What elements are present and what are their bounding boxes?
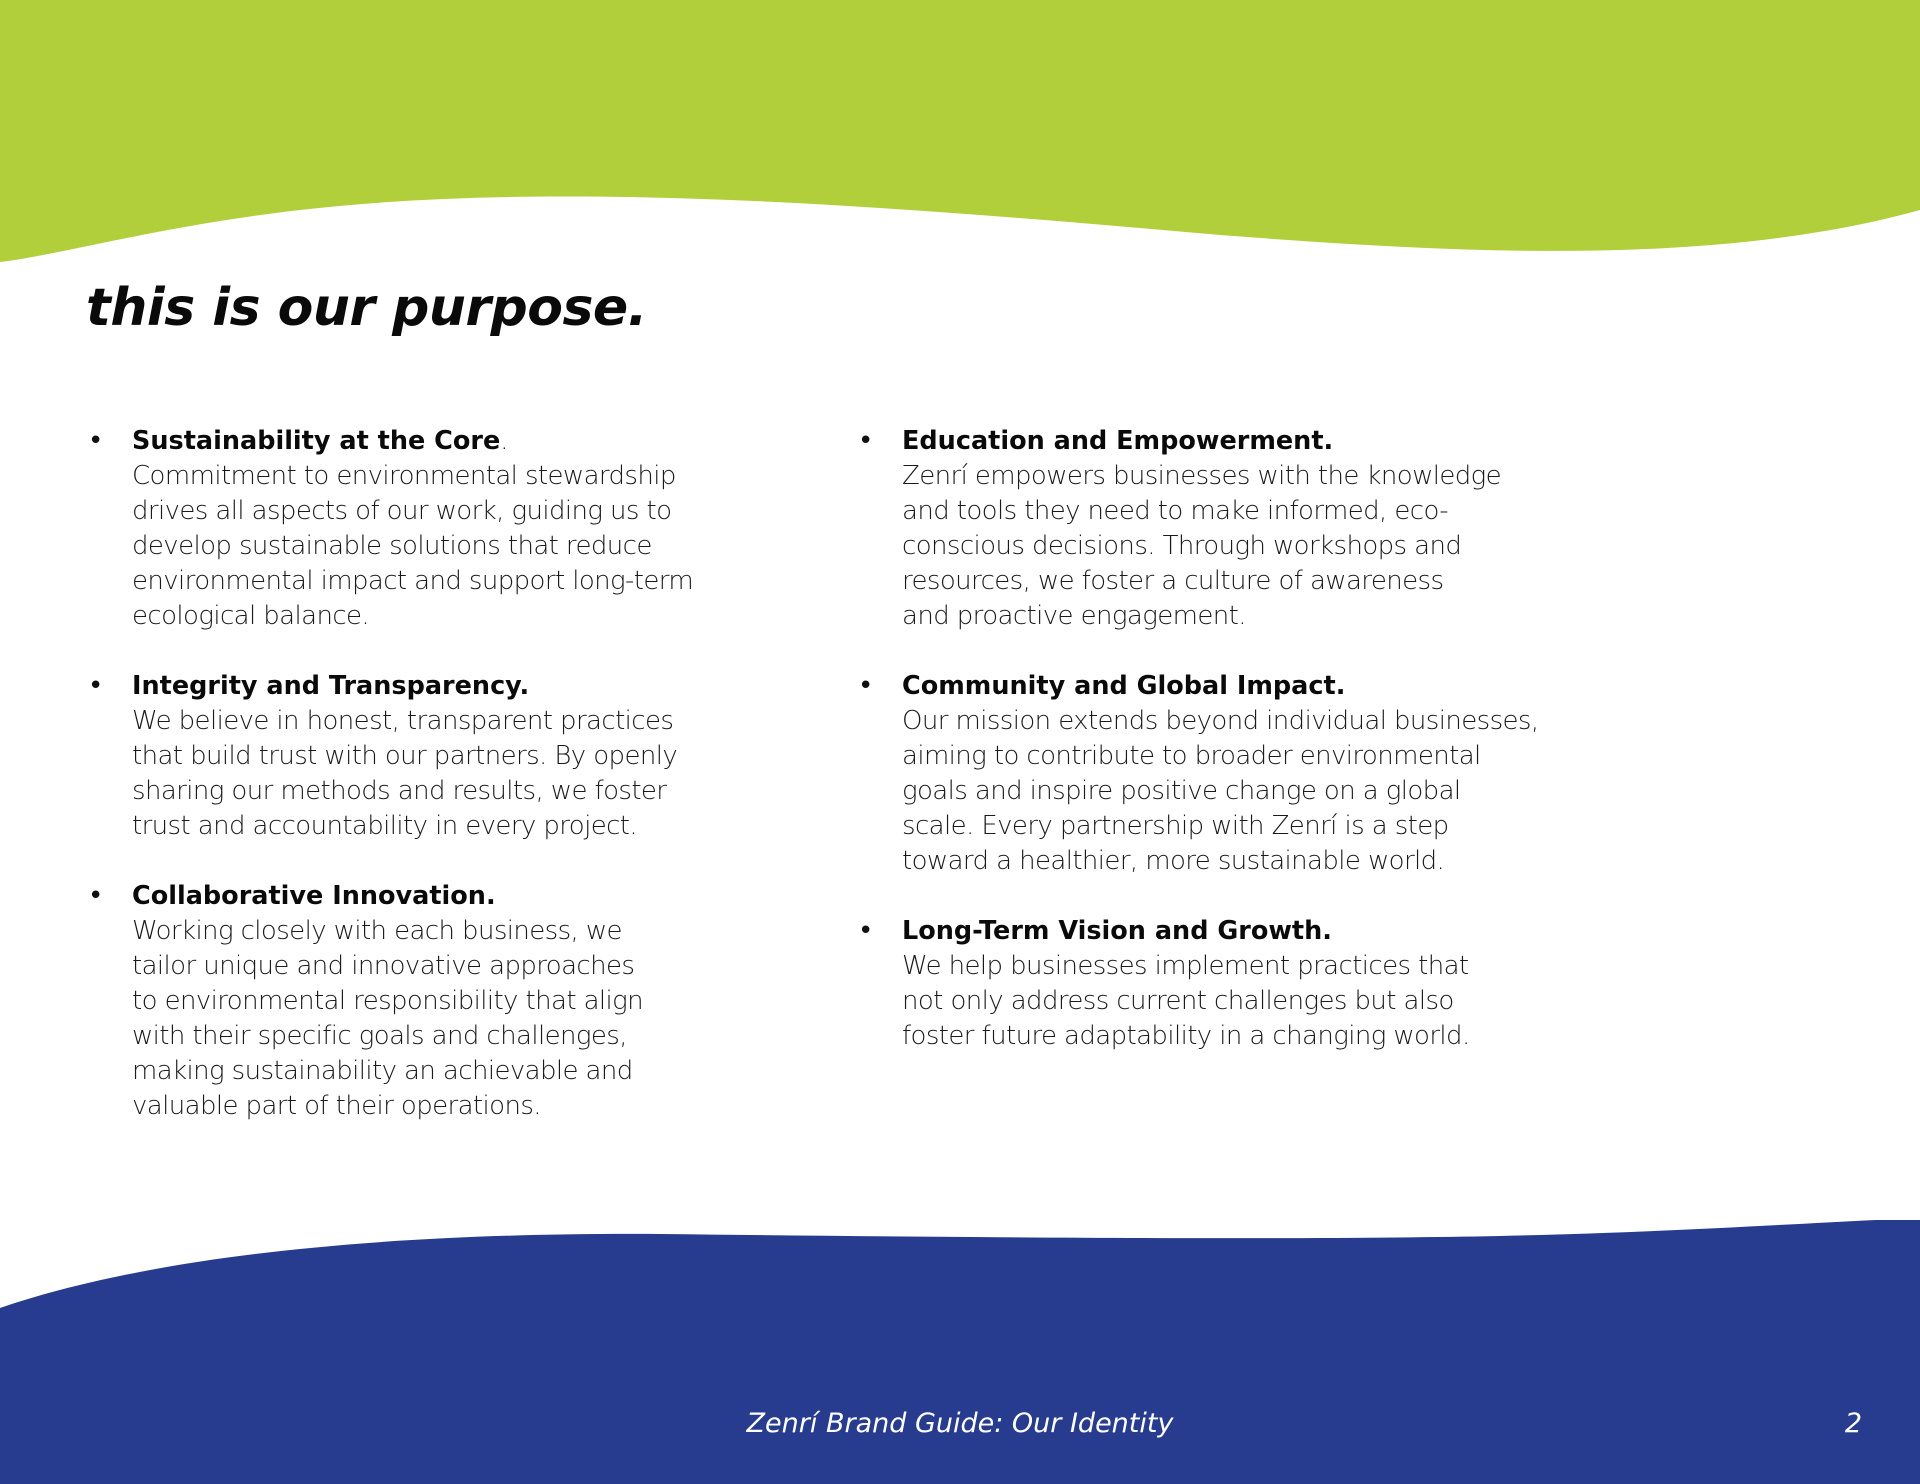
description-line: not only address current challenges but also — [902, 986, 1454, 1016]
footer-title: Zenrí Brand Guide: Our Identity — [746, 1408, 1174, 1439]
purpose-heading — [132, 879, 788, 914]
purpose-heading — [132, 669, 788, 704]
description-line: trust and accountability in every project. — [132, 811, 638, 841]
top-wave-shape — [0, 0, 1920, 262]
description-line: scale. Every partnership with Zenrí is a step — [902, 811, 1449, 841]
purpose-heading-text: Education and Empowerment. — [902, 426, 1334, 456]
bullet-icon: • — [858, 671, 874, 701]
bullet-icon: • — [88, 671, 104, 701]
purpose-heading-suffix: . — [500, 426, 509, 456]
purpose-heading — [902, 669, 1658, 704]
description-line: that build trust with our partners. By openly — [132, 741, 678, 771]
purpose-item — [858, 424, 1658, 634]
bullet-icon: • — [88, 881, 104, 911]
purpose-heading-text: Long-Term Vision and Growth. — [902, 916, 1332, 946]
description-line: drives all aspects of our work, guiding us to — [132, 496, 672, 526]
description-line: resources, we foster a culture of awareness — [902, 566, 1444, 596]
description-line: and proactive engagement. — [902, 601, 1246, 631]
purpose-item — [88, 879, 788, 1124]
purpose-heading-text: Community and Global Impact. — [902, 671, 1346, 701]
left-purpose-list — [88, 424, 788, 1159]
bullet-icon: • — [858, 426, 874, 456]
description-line: and tools they need to make informed, eco- — [902, 496, 1449, 526]
description-line: foster future adaptability in a changing world. — [902, 1021, 1470, 1051]
description-line: Commitment to environmental stewardship — [132, 461, 676, 491]
description-line: valuable part of their operations. — [132, 1091, 541, 1121]
description-line: Zenrí empowers businesses with the knowledge — [902, 461, 1502, 491]
purpose-description — [132, 704, 788, 844]
purpose-heading — [902, 424, 1658, 459]
purpose-heading-text: Sustainability at the Core — [132, 426, 501, 456]
purpose-description — [902, 459, 1658, 634]
right-purpose-list — [858, 424, 1658, 1089]
page-number: 2 — [1844, 1408, 1862, 1439]
description-line: to environmental responsibility that align — [132, 986, 644, 1016]
purpose-heading — [902, 914, 1658, 949]
purpose-description — [902, 949, 1658, 1054]
purpose-heading — [132, 424, 788, 459]
bullet-icon: • — [858, 916, 874, 946]
purpose-heading-text: Integrity and Transparency. — [132, 671, 530, 701]
description-line: ecological balance. — [132, 601, 370, 631]
description-line: toward a healthier, more sustainable world. — [902, 846, 1445, 876]
description-line: making sustainability an achievable and — [132, 1056, 633, 1086]
bottom-blue-wave — [0, 1220, 1920, 1484]
purpose-description — [132, 914, 788, 1124]
description-line: Working closely with each business, we — [132, 916, 622, 946]
description-line: We believe in honest, transparent practices — [132, 706, 674, 736]
purpose-heading-text: Collaborative Innovation. — [132, 881, 496, 911]
description-line: conscious decisions. Through workshops and — [902, 531, 1462, 561]
purpose-description — [902, 704, 1658, 879]
description-line: with their specific goals and challenges, — [132, 1021, 627, 1051]
top-green-wave — [0, 0, 1920, 270]
description-line: tailor unique and innovative approaches — [132, 951, 635, 981]
description-line: environmental impact and support long-term — [132, 566, 694, 596]
description-line: goals and inspire positive change on a global — [902, 776, 1461, 806]
purpose-item — [858, 669, 1658, 879]
description-line: aiming to contribute to broader environmental — [902, 741, 1481, 771]
description-line: sharing our methods and results, we foster — [132, 776, 667, 806]
purpose-item — [858, 914, 1658, 1054]
description-line: develop sustainable solutions that reduce — [132, 531, 652, 561]
purpose-item — [88, 669, 788, 844]
bullet-icon: • — [88, 426, 104, 456]
bottom-wave-shape — [0, 1220, 1920, 1484]
purpose-description — [132, 459, 788, 634]
description-line: We help businesses implement practices that — [902, 951, 1469, 981]
page-title: this is our purpose. — [86, 278, 647, 338]
description-line: Our mission extends beyond individual businesses, — [902, 706, 1539, 736]
purpose-item — [88, 424, 788, 634]
